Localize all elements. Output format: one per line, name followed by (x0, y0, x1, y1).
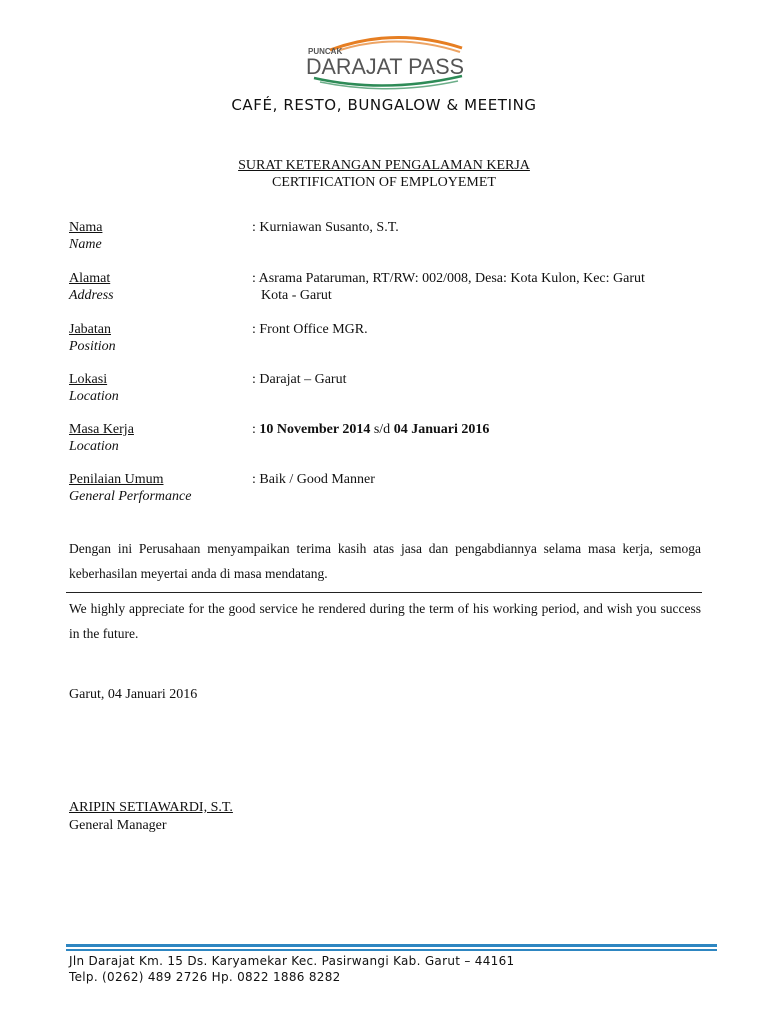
company-logo (300, 28, 470, 98)
logo-small-text: PUNCAK (308, 47, 343, 56)
label-en: Location (69, 389, 119, 404)
footer-address: Jln Darajat Km. 15 Ds. Karyamekar Kec. Pasirwangi Kab. Garut – 44161 (69, 954, 515, 968)
footer-rule-bottom (66, 949, 717, 951)
label-en: Location (69, 439, 119, 454)
logo-graphic (300, 28, 470, 98)
company-tagline: CAFÉ, RESTO, BUNGALOW & MEETING (231, 96, 537, 114)
field-location-value: : Darajat – Garut (252, 372, 347, 387)
field-name-label (69, 219, 102, 253)
address-line2: Kota - Garut (261, 288, 332, 303)
paragraph-english: We highly appreciate for the good service he rendered during the term of his working period, and wish you success in the future. (69, 601, 701, 641)
label-en: Name (69, 237, 102, 252)
document-title (0, 157, 768, 191)
label-id: Penilaian Umum (69, 472, 164, 487)
field-period-label (69, 421, 134, 455)
field-name-value: : Kurniawan Susanto, S.T. (252, 220, 399, 235)
paragraph-indonesian: Dengan ini Perusahaan menyampaikan terima kasih atas jasa dan pengabdiannya selama masa kerja, semoga keberhasilan meyertai anda di masa mendatang. (69, 541, 701, 581)
label-en: General Performance (69, 489, 192, 504)
label-id: Jabatan (69, 322, 111, 337)
field-period-value (252, 421, 702, 438)
period-start: 10 November 2014 (259, 422, 371, 437)
place-date: Garut, 04 Januari 2016 (69, 687, 198, 702)
title-english: CERTIFICATION OF EMPLOYEMET (272, 175, 496, 190)
label-id: Nama (69, 220, 103, 235)
field-performance-value: : Baik / Good Manner (252, 472, 375, 487)
label-en: Position (69, 339, 116, 354)
footer-rule-top (66, 944, 717, 947)
label-id: Alamat (69, 271, 111, 286)
logo-name-text: DARAJAT PASS (306, 54, 464, 79)
footer-contact (69, 953, 514, 985)
label-id: Lokasi (69, 372, 108, 387)
label-en: Address (69, 288, 114, 303)
signer-name: ARIPIN SETIAWARDI, S.T. (69, 800, 233, 815)
field-performance-label (69, 471, 191, 505)
field-position-value: : Front Office MGR. (252, 322, 368, 337)
field-address-value (252, 270, 702, 304)
period-prefix: : (252, 422, 260, 437)
field-location-label (69, 371, 119, 405)
footer-phone: Telp. (0262) 489 2726 Hp. 0822 1886 8282 (69, 970, 341, 984)
section-divider (66, 592, 702, 593)
label-id: Masa Kerja (69, 422, 134, 437)
signer-title: General Manager (69, 818, 167, 833)
title-indonesian: SURAT KETERANGAN PENGALAMAN KERJA (238, 158, 530, 173)
field-position-label (69, 321, 116, 355)
address-line1: : Asrama Pataruman, RT/RW: 002/008, Desa: Kota Kulon, Kec: Garut (252, 271, 645, 286)
period-end: 04 Januari 2016 (393, 422, 490, 437)
field-address-label (69, 270, 114, 304)
period-separator: s/d (370, 422, 394, 437)
